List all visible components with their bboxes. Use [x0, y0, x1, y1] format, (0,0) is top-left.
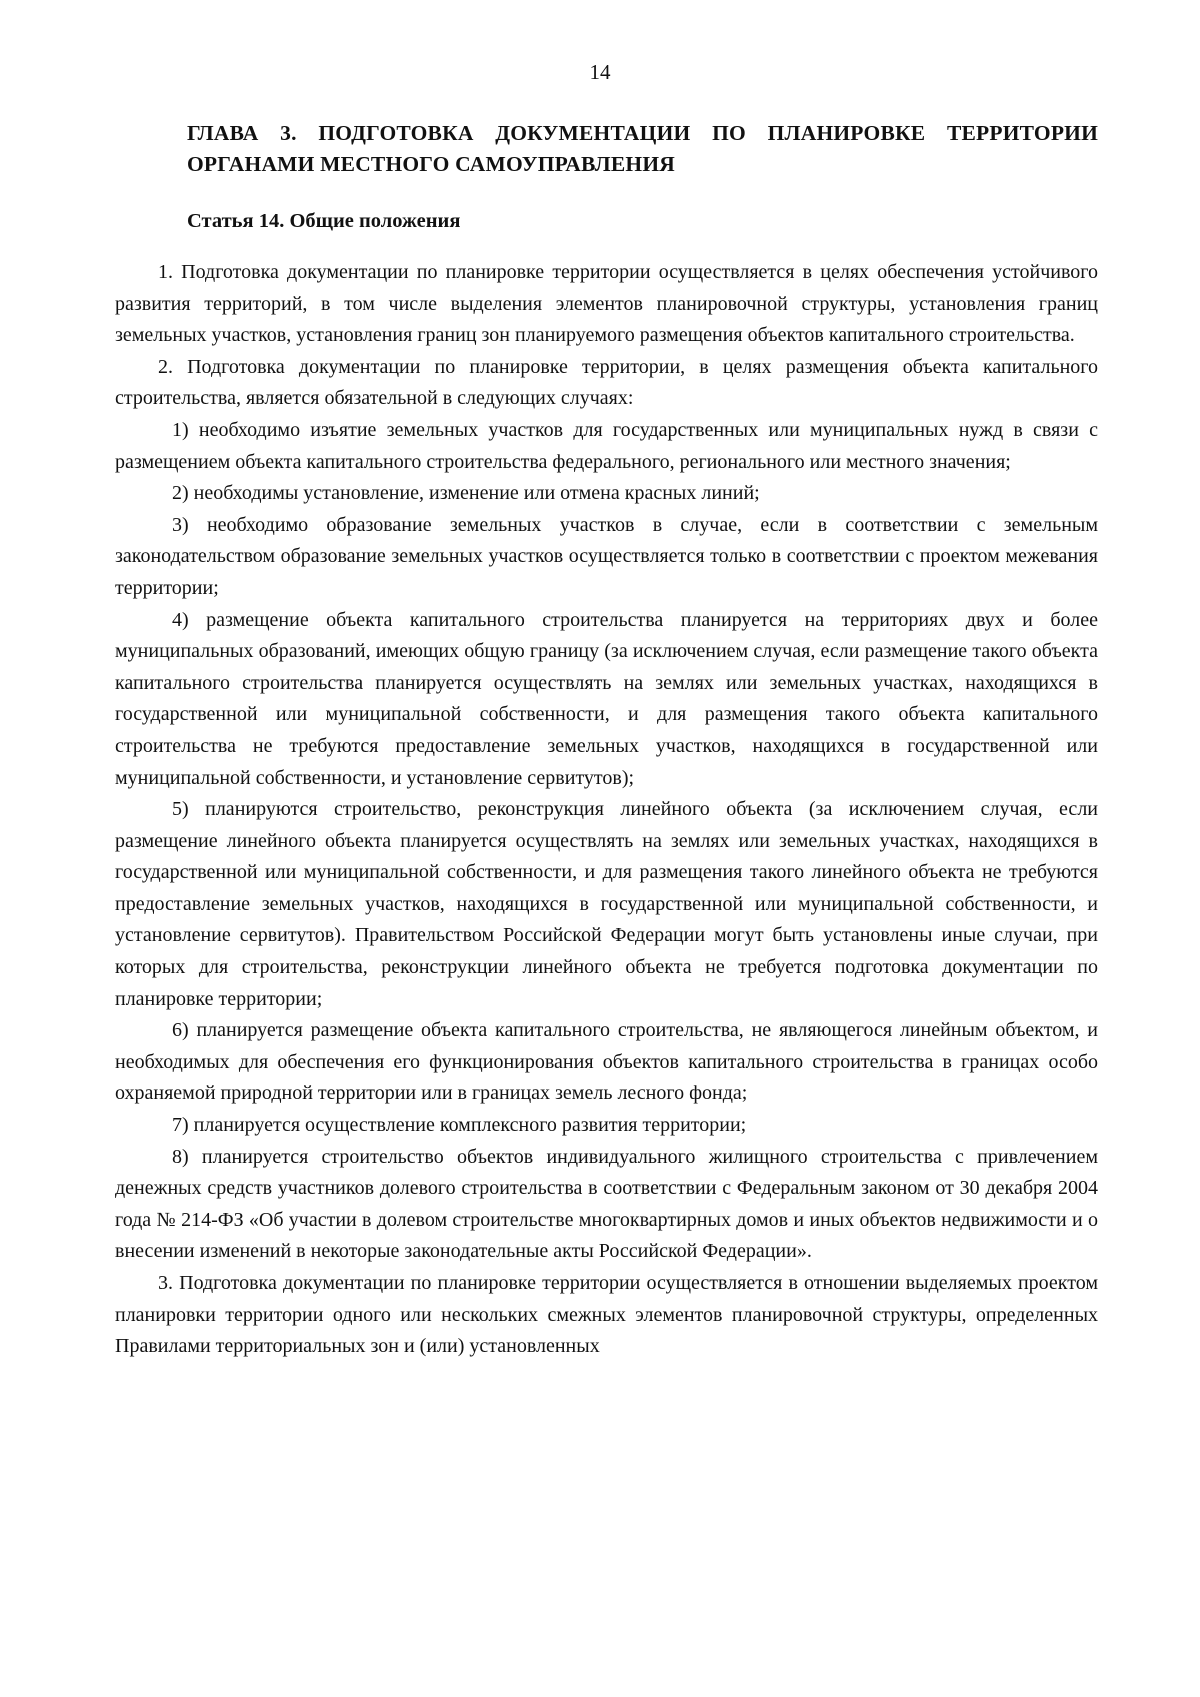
list-item-5: 5) планируются строительство, реконструкция линейного объекта (за исключением случая, если размещение линейного объекта планируется осуществлять на землях или земельных участках, находящихся в государственной или муниципальной собственности, и для размещения такого линейного объекта не требуются предоставление земельных участков, находящихся в государственной или муниципальной собственности, и установление сервитутов). Правительством Российской Федерации могут быть установлены иные случаи, при которых для строительства, реконструкции линейного объекта не требуется подготовка документации по планировке территории;	[115, 798, 1098, 1010]
list-item-8: 8) планируется строительство объектов индивидуального жилищного строительства с привлечением денежных средств участников долевого строительства в соответствии с Федеральным законом от 30 декабря 2004 года № 214-ФЗ «Об участии в долевом строительстве многоквартирных домов и иных объектов недвижимости и о внесении изменений в некоторые законодательные акты Российской Федерации».	[115, 1145, 1098, 1263]
chapter-title: ГЛАВА 3. ПОДГОТОВКА ДОКУМЕНТАЦИИ ПО ПЛАНИРОВКЕ ТЕРРИТОРИИ ОРГАНАМИ МЕСТНОГО САМОУПРАВЛЕНИЯ	[187, 121, 1098, 176]
paragraph-1: 1. Подготовка документации по планировке территории осуществляется в целях обеспечения устойчивого развития территорий, в том числе выделения элементов планировочной структуры, установления границ земельных участков, установления границ зон планируемого размещения объектов капитального строительства.	[115, 261, 1098, 347]
page-number: 14	[589, 60, 611, 84]
paragraph-3: 3. Подготовка документации по планировке территории осуществляется в отношении выделяемых проектом планировки территории одного или нескольких смежных элементов планировочной структуры, определенных Правилами территориальных зон и (или) установленных	[115, 1272, 1098, 1358]
document-body	[115, 118, 1098, 1363]
paragraph-2: 2. Подготовка документации по планировке территории, в целях размещения объекта капитального строительства, является обязательной в следующих случаях:	[115, 355, 1098, 410]
list-item-4: 4) размещение объекта капитального строительства планируется на территориях двух и более муниципальных образований, имеющих общую границу (за исключением случая, если размещение такого объекта капитального строительства планируется осуществлять на землях или земельных участках, находящихся в государственной или муниципальной собственности, и для размещения такого объекта капитального строительства не требуются предоставление земельных участков, находящихся в государственной или муниципальной собственности, и установление сервитутов);	[115, 608, 1098, 789]
list-item-2: 2) необходимы установление, изменение или отмена красных линий;	[172, 482, 760, 505]
list-item-1: 1) необходимо изъятие земельных участков для государственных или муниципальных нужд в связи с размещением объекта капитального строительства федерального, регионального или местного значения;	[115, 418, 1098, 473]
list-item-3: 3) необходимо образование земельных участков в случае, если в соответствии с земельным законодательством образование земельных участков осуществляется только в соответствии с проектом межевания территории;	[115, 513, 1098, 599]
list-item-6: 6) планируется размещение объекта капитального строительства, не являющегося линейным объектом, и необходимых для обеспечения его функционирования объектов капитального строительства в границах особо охраняемой природной территории или в границах земель лесного фонда;	[115, 1019, 1098, 1105]
article-title: Статья 14. Общие положения	[187, 210, 461, 232]
list-item-7: 7) планируется осуществление комплексного развития территории;	[172, 1114, 747, 1137]
